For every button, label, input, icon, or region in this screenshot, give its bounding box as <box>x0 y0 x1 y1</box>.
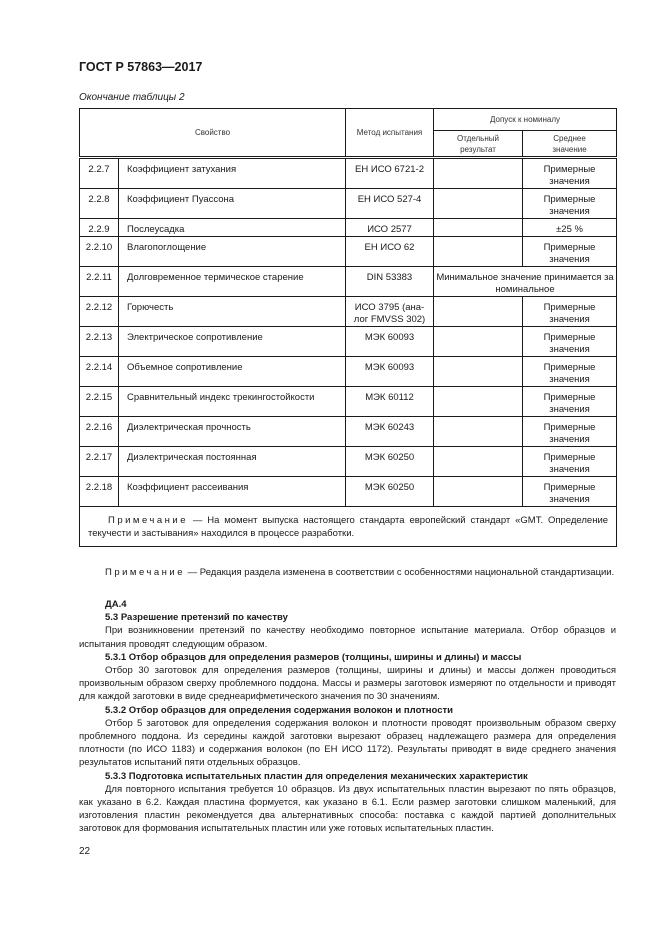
section-5-3-1-title: 5.3.1 Отбор образцов для определения размеров (толщины, ширины и длины) и массы <box>105 651 522 663</box>
body-section <box>79 598 616 836</box>
page-number: 22 <box>79 846 91 857</box>
table-row <box>80 237 617 267</box>
row-property: Объемное сопротивление <box>119 357 346 387</box>
row-number: 2.2.18 <box>80 477 119 507</box>
row-average: Примерные значения <box>523 158 617 189</box>
row-average: Примерные значения <box>523 447 617 477</box>
row-number: 2.2.17 <box>80 447 119 477</box>
row-individual <box>434 219 523 237</box>
row-number: 2.2.12 <box>80 297 119 327</box>
row-average: Примерные значения <box>523 357 617 387</box>
row-individual <box>434 158 523 189</box>
row-method: МЭК 60243 <box>346 417 434 447</box>
table-note <box>80 507 617 547</box>
row-number: 2.2.15 <box>80 387 119 417</box>
row-number: 2.2.11 <box>80 267 119 297</box>
row-number: 2.2.13 <box>80 327 119 357</box>
row-average: Примерные значения <box>523 297 617 327</box>
row-number: 2.2.10 <box>80 237 119 267</box>
table-row <box>80 387 617 417</box>
header-individual: Отдельный результат <box>434 131 523 158</box>
row-average: Примерные значения <box>523 327 617 357</box>
row-method: DIN 53383 <box>346 267 434 297</box>
row-property: Диэлектрическая прочность <box>119 417 346 447</box>
header-method: Метод испытания <box>346 109 434 158</box>
table-note-label: Примечание <box>108 515 188 526</box>
section-5-3-title: 5.3 Разрешение претензий по качеству <box>105 612 288 624</box>
table-row <box>80 477 617 507</box>
section-note <box>79 566 616 579</box>
section-5-3-3-text: Для повторного испытания требуется 10 образцов. Из двух испытательных пластин вырезают по пять образцов, как указано в 6.2. Каждая пластина формуется, как указано в 6.1. Если размер заготовки слишком маленький, для изготовления пластин рекомендуется два альтернативных способа: поставка с каждой партией дополнительных заготовок для формования испытательных пластин или уже готовых испытательных пластин. <box>79 783 616 835</box>
annex-reference: ДА.4 <box>105 599 127 610</box>
section-5-3-1-text: Отбор 30 заготовок для определения размеров (толщины, ширины и длины) и массы должен проводиться произвольным образом сверху проблемного поддона. Массы и размеры заготовок измеряют по отдельности и приводят для каждой заготовки в виде среднеарифметического значения по 30 значениям. <box>79 665 616 703</box>
row-method: МЭК 60250 <box>346 447 434 477</box>
properties-table <box>79 108 617 547</box>
row-number: 2.2.8 <box>80 189 119 219</box>
row-property: Горючесть <box>119 297 346 327</box>
table-row <box>80 447 617 477</box>
row-property: Долговременное термическое старение <box>119 267 346 297</box>
row-property: Влагопоглощение <box>119 237 346 267</box>
header-property: Свойство <box>80 109 346 158</box>
header-average: Среднее значение <box>523 131 617 158</box>
table-row <box>80 297 617 327</box>
section-5-3-3-title: 5.3.3 Подготовка испытательных пластин для определения механических характеристик <box>105 770 528 782</box>
row-property: Послеусадка <box>119 219 346 237</box>
row-number: 2.2.14 <box>80 357 119 387</box>
row-property: Коэффициент затухания <box>119 158 346 189</box>
table-row <box>80 219 617 237</box>
row-individual <box>434 417 523 447</box>
row-average: Примерные значения <box>523 189 617 219</box>
section-5-3-2-title: 5.3.2 Отбор образцов для определения содержания волокон и плотности <box>105 704 453 716</box>
row-individual <box>434 477 523 507</box>
section-5-3-2-text: Отбор 5 заготовок для определения содержания волокон и плотности проводят произвольным образом сверху проблемного поддона. Из середины каждой заготовки вырезают образец надлежащего размера для определения плотности (по ИСО 1183) и содержания волокон (по ЕН ИСО 1172). Результаты приводят в виде среднего значения результатов испытаний пяти отдельных образцов. <box>79 717 616 769</box>
table-row <box>80 357 617 387</box>
section-5-3-text: При возникновении претензий по качеству необходимо повторное испытание материала. Отбор образцов и испытания проводят следующим образом. <box>79 625 616 650</box>
table-row <box>80 267 617 297</box>
table-row <box>80 417 617 447</box>
row-property: Электрическое сопротивление <box>119 327 346 357</box>
row-individual <box>434 189 523 219</box>
row-individual <box>434 297 523 327</box>
table-row <box>80 327 617 357</box>
row-property: Коэффициент рассеивания <box>119 477 346 507</box>
row-method: ЕН ИСО 527-4 <box>346 189 434 219</box>
row-number: 2.2.9 <box>80 219 119 237</box>
row-individual <box>434 237 523 267</box>
table-caption: Окончание таблицы 2 <box>79 92 185 103</box>
row-individual <box>434 447 523 477</box>
row-average: Примерные значения <box>523 387 617 417</box>
row-individual <box>434 327 523 357</box>
row-property: Диэлектрическая постоянная <box>119 447 346 477</box>
row-individual <box>434 387 523 417</box>
document-code: ГОСТ Р 57863—2017 <box>79 60 203 74</box>
table-row <box>80 189 617 219</box>
row-property: Коэффициент Пуассона <box>119 189 346 219</box>
row-average: ±25 % <box>523 219 617 237</box>
row-average: Примерные значения <box>523 237 617 267</box>
section-note-label: Примечание <box>105 567 185 578</box>
row-property: Сравнительный индекс трекингостойкости <box>119 387 346 417</box>
row-method: МЭК 60112 <box>346 387 434 417</box>
row-method: ИСО 2577 <box>346 219 434 237</box>
row-method: ЕН ИСО 6721-2 <box>346 158 434 189</box>
table-note-row <box>80 507 617 547</box>
row-tolerance-merged: Минимальное значение принимается за номинальное <box>434 267 617 297</box>
row-method: МЭК 60250 <box>346 477 434 507</box>
row-number: 2.2.16 <box>80 417 119 447</box>
header-tolerance: Допуск к номиналу <box>434 109 617 131</box>
table-row <box>80 158 617 189</box>
row-method: МЭК 60093 <box>346 357 434 387</box>
row-method: МЭК 60093 <box>346 327 434 357</box>
row-average: Примерные значения <box>523 417 617 447</box>
section-note-text: — Редакция раздела изменена в соответствии с особенностями национальной стандартизации. <box>185 567 615 578</box>
row-average: Примерные значения <box>523 477 617 507</box>
row-number: 2.2.7 <box>80 158 119 189</box>
row-method: ИСО 3795 (ана- лог FMVSS 302) <box>346 297 434 327</box>
row-method: ЕН ИСО 62 <box>346 237 434 267</box>
row-individual <box>434 357 523 387</box>
table-note-text: — На момент выпуска настоящего стандарта европейский стандарт «GMT. Определение текучести и застывания» находился в процессе разработки. <box>88 515 609 539</box>
